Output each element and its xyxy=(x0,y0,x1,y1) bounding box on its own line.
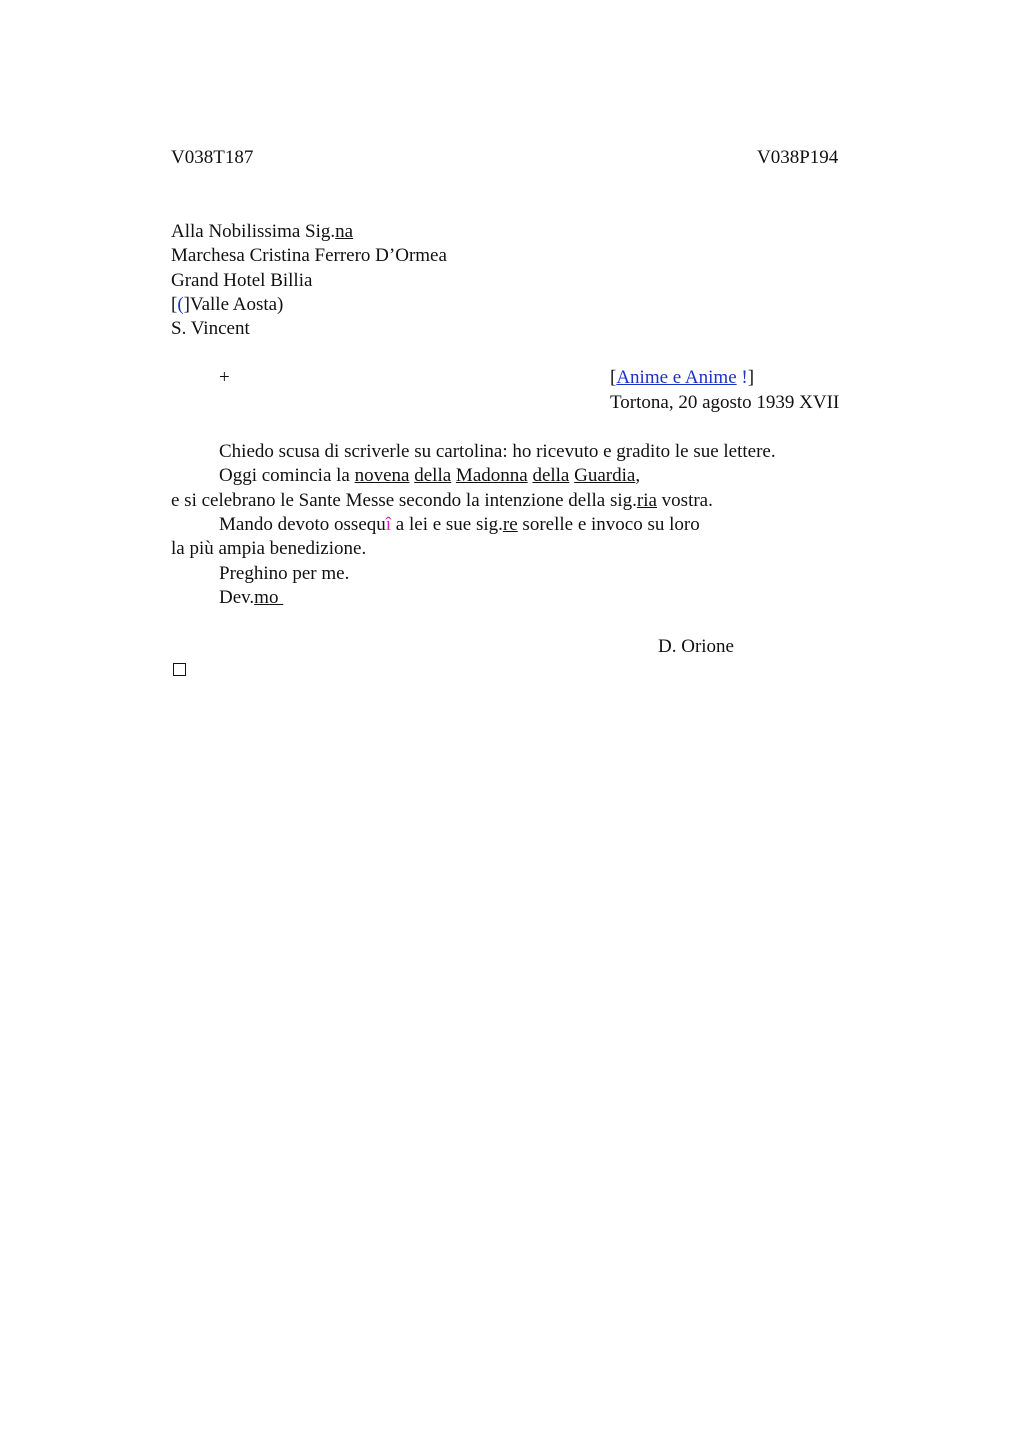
p4-text: Mando devoto ossequ xyxy=(219,514,386,535)
p3-text: e si celebrano le Sante Messe secondo la intenzione della sig. xyxy=(171,490,637,511)
closing-abbreviation: mo xyxy=(254,587,284,608)
checkbox-glyph xyxy=(173,663,186,676)
p4-text-end: sorelle e invoco su loro xyxy=(517,514,700,535)
p2-text: Oggi comincia la xyxy=(219,465,355,486)
p4-abbreviation: re xyxy=(502,514,518,535)
closing-text: Dev. xyxy=(219,587,255,608)
body-paragraph-2 xyxy=(219,464,640,488)
title-bracket-open: [ xyxy=(610,367,617,388)
p2-word-madonna: Madonna xyxy=(455,465,528,486)
body-paragraph-3 xyxy=(171,489,713,513)
address-line-3: Grand Hotel Billia xyxy=(171,270,313,291)
editorial-paren: ( xyxy=(177,294,184,315)
body-paragraph-7 xyxy=(219,586,283,610)
address-salutation: Alla Nobilissima Sig. xyxy=(171,221,336,242)
address-line-4 xyxy=(171,293,283,317)
p3-text-end: vostra. xyxy=(656,490,713,511)
document-code-left: V038T187 xyxy=(171,147,254,168)
p4-text-mid: a lei e sue sig. xyxy=(391,514,503,535)
p2-comma: , xyxy=(635,465,641,486)
title-bracket-close: ] xyxy=(747,367,755,388)
address-line-5: S. Vincent xyxy=(171,318,250,339)
p2-word-guardia: Guardia xyxy=(574,465,636,486)
p2-word-della: della xyxy=(414,465,452,486)
title-exclamation: ! xyxy=(741,367,748,388)
body-paragraph-4 xyxy=(219,513,700,537)
p4-marked-letter: î xyxy=(385,514,392,535)
address-region: ]Valle Aosta) xyxy=(183,294,284,315)
signature: D. Orione xyxy=(658,636,734,657)
p2-word-della-2: della xyxy=(532,465,570,486)
bracket-open: [ xyxy=(171,294,178,315)
document-code-right: V038P194 xyxy=(757,147,839,168)
cross-symbol: + xyxy=(219,367,230,388)
p2-word-novena: novena xyxy=(354,465,410,486)
p3-abbreviation: ria xyxy=(636,490,657,511)
address-line-2: Marchesa Cristina Ferrero D’Ormea xyxy=(171,245,447,266)
address-abbreviation: na xyxy=(335,221,354,242)
dateline: Tortona, 20 agosto 1939 XVII xyxy=(610,392,840,413)
body-paragraph-6: Preghino per me. xyxy=(219,563,350,584)
letter-title xyxy=(610,366,754,390)
title-link[interactable]: Anime e Anime xyxy=(616,367,737,388)
address-line-1 xyxy=(171,220,353,244)
body-paragraph-5: la più ampia benedizione. xyxy=(171,538,367,559)
body-paragraph-1: Chiedo scusa di scriverle su cartolina: ho ricevuto e gradito le sue lettere. xyxy=(219,441,776,462)
